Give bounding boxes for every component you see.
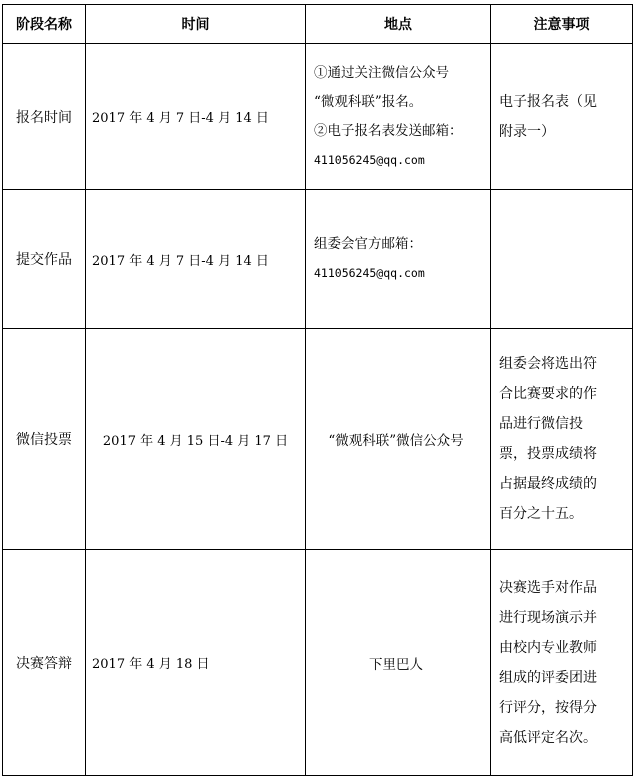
- table-row: [3, 44, 633, 190]
- notes-cell: [491, 550, 633, 776]
- place-line: ②电子报名表发送邮箱：: [314, 122, 463, 139]
- notes-line: 合比赛要求的作: [499, 386, 597, 402]
- email-text: 411056245@qq.com: [314, 152, 425, 167]
- stage-cell: 微信投票: [3, 329, 86, 550]
- notes-cell: [491, 44, 633, 190]
- header-place: 地点: [306, 5, 491, 44]
- notes-line: 电子报名表（见: [499, 93, 597, 110]
- place-line: 组委会官方邮箱：: [314, 236, 422, 252]
- schedule-table: [2, 4, 633, 776]
- notes-cell: [491, 190, 633, 329]
- notes-cell: [491, 329, 633, 550]
- time-cell: 2017 年 4 月 15 日-4 月 17 日: [86, 329, 306, 550]
- header-row: [3, 5, 633, 44]
- header-stage: 阶段名称: [3, 5, 86, 44]
- stage-cell: 提交作品: [3, 190, 86, 329]
- table-row: [3, 550, 633, 776]
- header-notes: 注意事项: [491, 5, 633, 44]
- notes-line: 百分之十五。: [499, 506, 583, 522]
- notes-line: 高低评定名次。: [499, 729, 597, 746]
- time-cell: 2017 年 4 月 7 日-4 月 14 日: [86, 190, 306, 329]
- notes-line: 行评分，按得分: [499, 699, 597, 716]
- place-cell: [306, 44, 491, 190]
- notes-line: 决赛选手对作品: [499, 579, 597, 596]
- header-time: 时间: [86, 5, 306, 44]
- table-row: [3, 190, 633, 329]
- notes-line: 附录一）: [499, 123, 555, 140]
- place-cell: “微观科联”微信公众号: [306, 329, 491, 550]
- notes-line: 占据最终成绩的: [499, 476, 597, 492]
- notes-line: 票，投票成绩将: [499, 446, 597, 462]
- notes-line: 由校内专业教师: [499, 639, 597, 656]
- notes-line: 组成的评委团进: [499, 669, 597, 686]
- stage-cell: 决赛答辩: [3, 550, 86, 776]
- email-text: 411056245@qq.com: [314, 266, 425, 280]
- place-cell: [306, 190, 491, 329]
- time-cell: 2017 年 4 月 7 日-4 月 14 日: [86, 44, 306, 190]
- place-line: “微观科联”报名。: [314, 93, 423, 110]
- notes-line: 品进行微信投: [499, 416, 583, 432]
- place-cell: 下里巴人: [306, 550, 491, 776]
- place-line: ①通过关注微信公众号: [314, 64, 449, 81]
- time-cell: 2017 年 4 月 18 日: [86, 550, 306, 776]
- table-row: [3, 329, 633, 550]
- notes-line: 组委会将选出符: [499, 356, 597, 372]
- stage-cell: 报名时间: [3, 44, 86, 190]
- notes-line: 进行现场演示并: [499, 609, 597, 626]
